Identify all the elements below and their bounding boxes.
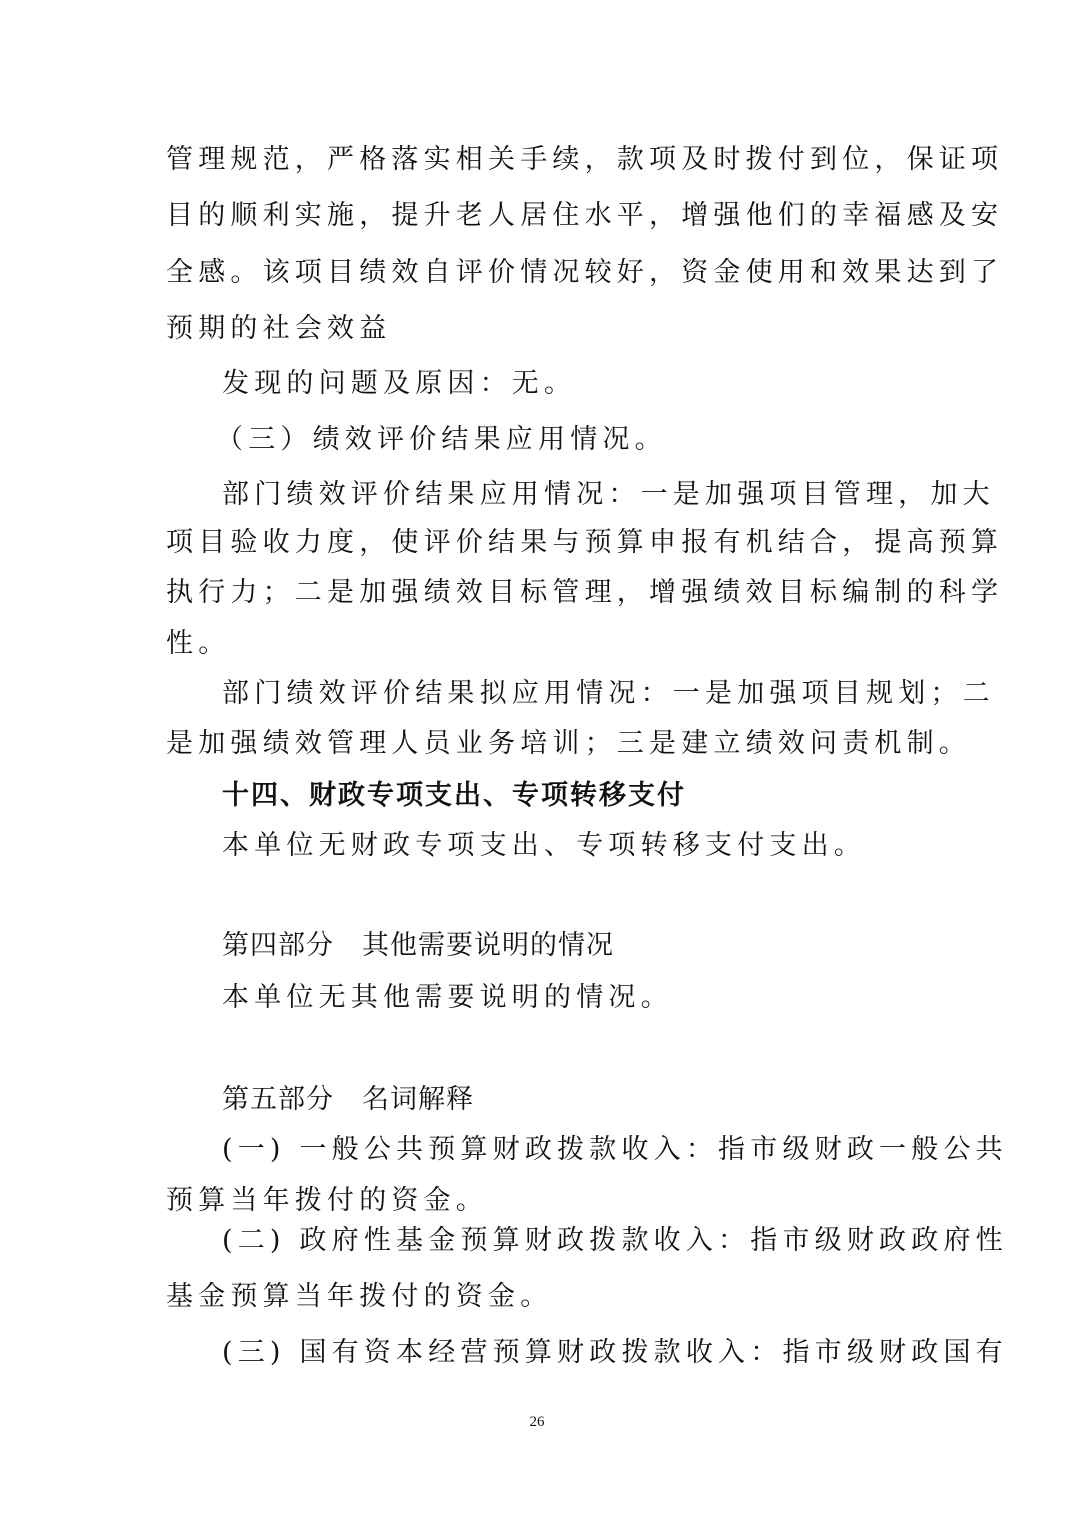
paragraph-1-line-1: 管理规范，严格落实相关手续，款项及时拨付到位，保证项: [166, 144, 1004, 175]
page-number: 26: [529, 1414, 545, 1430]
paragraph-2-line-4: 性。: [166, 628, 231, 659]
paragraph-1-line-4: 预期的社会效益: [166, 313, 392, 344]
definition-2-line-1: (二) 政府性基金预算财政拨款收入：指市级财政政府性: [222, 1225, 1008, 1256]
paragraph-2-line-2: 项目验收力度，使评价结果与预算申报有机结合，提高预算: [166, 527, 1004, 558]
subheading-performance-result: （三）绩效评价结果应用情况。: [216, 424, 667, 455]
definition-3-line-1: (三) 国有资本经营预算财政拨款收入：指市级财政国有: [222, 1337, 1008, 1368]
part-5-title: 第五部分 名词解释: [222, 1084, 474, 1115]
problems-text: 发现的问题及原因：无。: [222, 368, 577, 399]
paragraph-3-line-2: 是加强绩效管理人员业务培训；三是建立绩效问责机制。: [166, 728, 971, 759]
definition-2-line-2: 基金预算当年拨付的资金。: [166, 1281, 553, 1312]
definition-1-line-2: 预算当年拨付的资金。: [166, 1185, 488, 1216]
paragraph-1-line-3: 全感。该项目绩效自评价情况较好，资金使用和效果达到了: [166, 257, 1004, 288]
part-4-title: 第四部分 其他需要说明的情况: [222, 930, 614, 961]
heading-14: 十四、财政专项支出、专项转移支付: [222, 780, 686, 811]
paragraph-2-line-1: 部门绩效评价结果应用情况：一是加强项目管理，加大: [222, 479, 995, 510]
paragraph-1-line-2: 目的顺利实施，提升老人居住水平，增强他们的幸福感及安: [166, 200, 1004, 231]
heading-14-body: 本单位无财政专项支出、专项转移支付支出。: [222, 830, 866, 861]
part-4-body: 本单位无其他需要说明的情况。: [222, 982, 673, 1013]
paragraph-2-line-3: 执行力；二是加强绩效目标管理，增强绩效目标编制的科学: [166, 577, 1004, 608]
paragraph-3-line-1: 部门绩效评价结果拟应用情况：一是加强项目规划；二: [222, 678, 995, 709]
definition-1-line-1: (一) 一般公共预算财政拨款收入：指市级财政一般公共: [222, 1134, 1008, 1165]
